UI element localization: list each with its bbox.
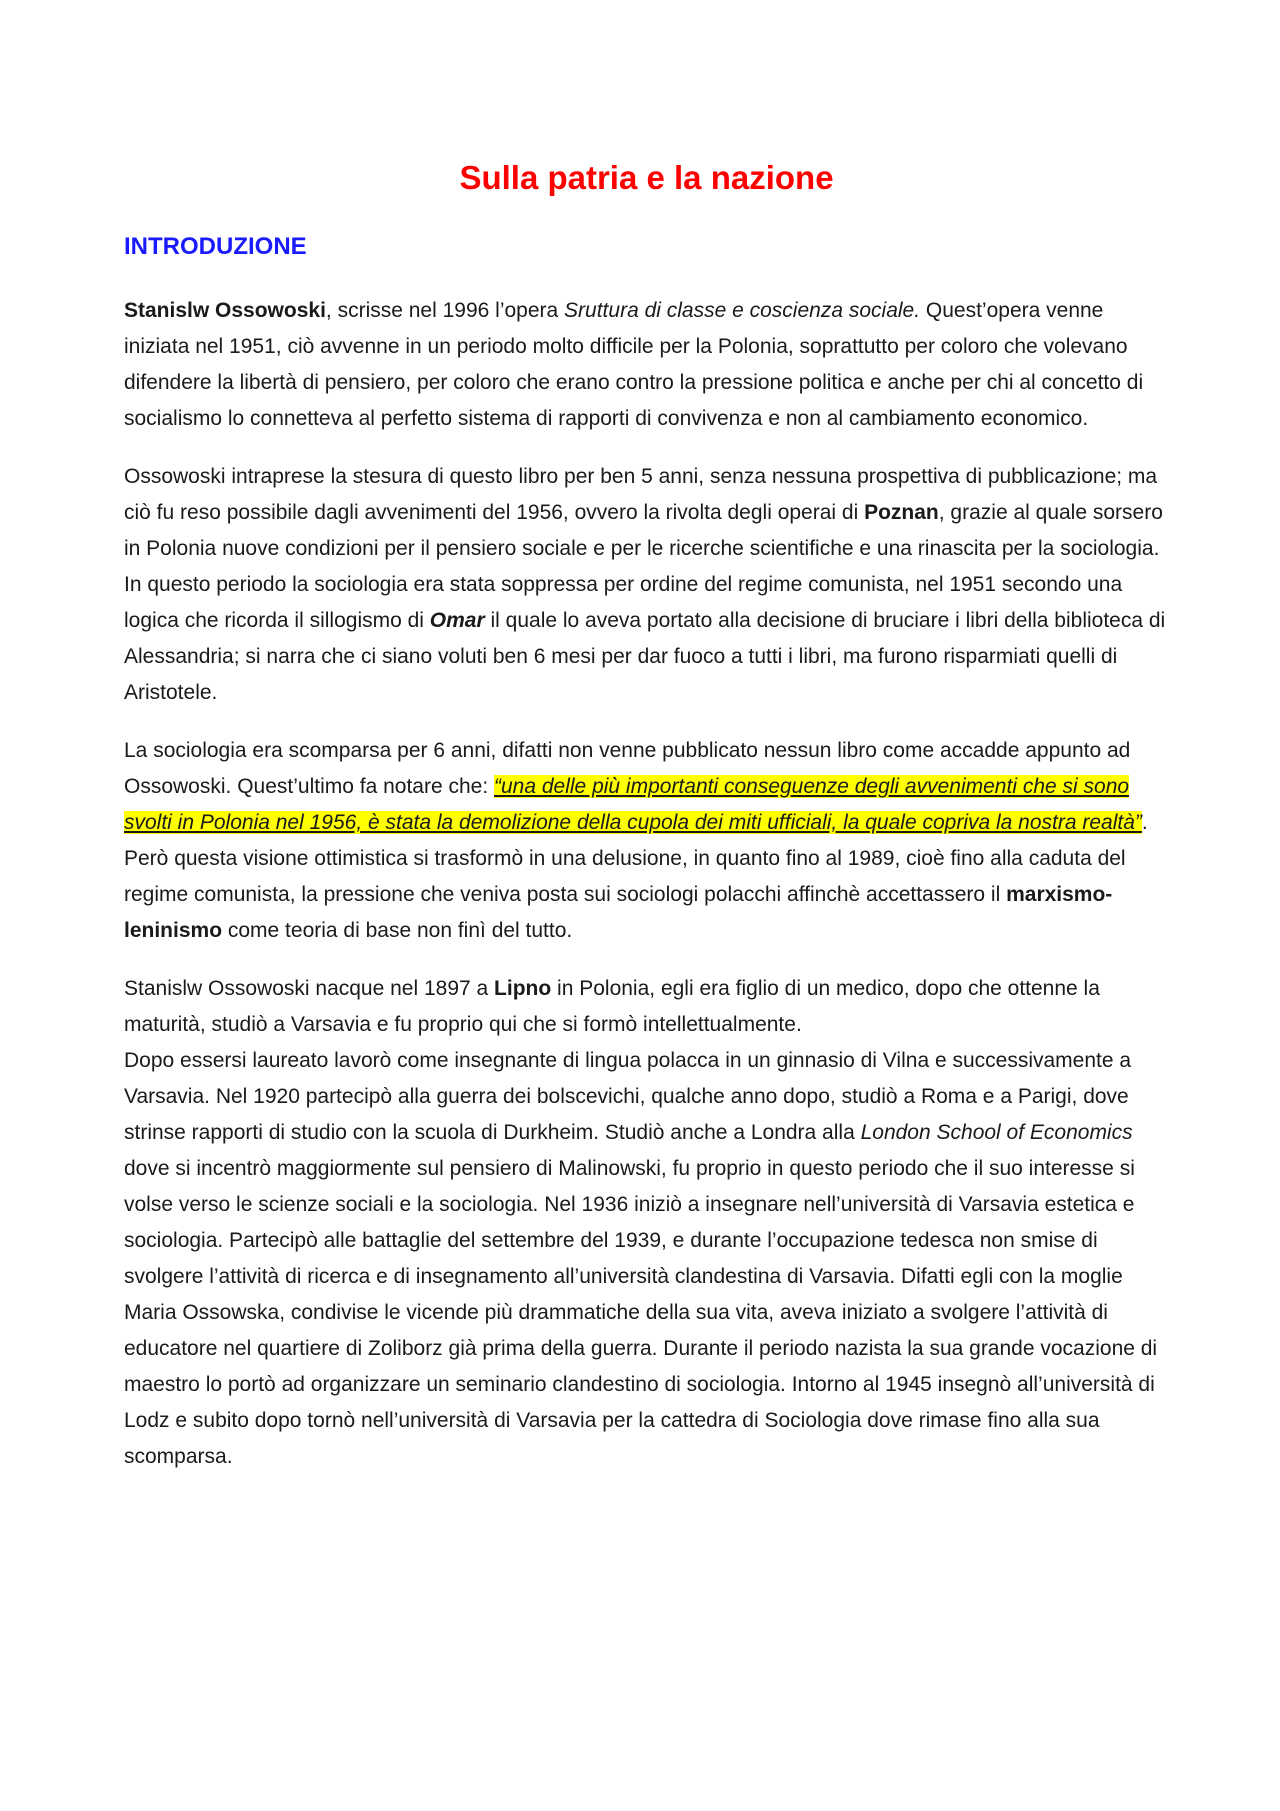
paragraph-4 [124, 733, 1169, 949]
text-span: dove si incentrò maggiormente sul pensiero di Malinowski, fu proprio in questo periodo che il suo interesse si volse verso le scienze sociali e la sociologia. Nel 1936 iniziò a insegnare nell’università di Varsavia estetica e sociologia. Partecipò alle battaglie del settembre del 1939, e durante l’occupazione tedesca non smise di svolgere l’attività di ricerca e di insegnamento all’università clandestina di Varsavia. Difatti egli con la moglie Maria Ossowska, condivise le vicende più drammatiche della sua vita, aveva iniziato a svolgere l’attività di educatore nel quartiere di Zoliborz già prima della guerra. Durante il periodo nazista la sua grande vocazione di maestro lo portò ad organizzare un seminario clandestino di sociologia. Intorno al 1945 insegnò all’università di Lodz e subito dopo tornò nell’università di Varsavia per la cattedra di Sociologia dove rimase fino alla sua scomparsa. [124, 1157, 1158, 1468]
text-span: come teoria di base non finì del tutto. [222, 919, 573, 942]
work-title: Sruttura di classe e coscienza sociale. [564, 299, 921, 322]
document-body [124, 293, 1169, 1497]
doctrine-name: marxismo-leninismo [124, 883, 1113, 942]
paragraph-1 [124, 293, 1169, 437]
text-span: Dopo essersi laureato lavorò come insegnante di lingua polacca in un ginnasio di Vilna e successivamente a Varsavia. Nel 1920 partecipò alla guerra dei bolscevichi, qualche anno dopo, studiò a Roma e a Parigi, dove strinse rapporti di studio con la scuola di Durkheim. Studiò anche a Londra alla [124, 1049, 1132, 1144]
text-span: Stanislw Ossowoski nacque nel 1897 a [124, 977, 495, 1000]
paragraph-5 [124, 971, 1169, 1043]
paragraph-6 [124, 1043, 1169, 1475]
text-span: . Però questa visione ottimistica si trasformò in una delusione, in quanto fino al 1989, cioè fino alla caduta del regime comunista, la pressione che veniva posta sui sociologi polacchi affinchè accettassero il [124, 811, 1148, 906]
text-span: In questo periodo la sociologia era stata soppressa per ordine del regime comunista, nel 1951 secondo una logica che ricorda il sillogismo di [124, 573, 1123, 632]
city-name: Poznan [864, 501, 939, 524]
author-name: Stanislw Ossowoski [124, 299, 326, 322]
text-span: in Polonia, egli era figlio di un medico, dopo che ottenne la maturità, studiò a Varsavia e fu proprio qui che si formò intellettualmente. [124, 977, 1100, 1036]
school-name: London School of Economics [860, 1121, 1133, 1144]
text-span: il quale lo aveva portato alla decisione di bruciare i libri della biblioteca di Alessandria; si narra che ci siano voluti ben 6 mesi per dar fuoco a tutti i libri, ma furono risparmiati quelli di Aristotele. [124, 609, 1166, 704]
text-span: , scrisse nel 1996 l’opera [325, 299, 565, 322]
paragraph-2 [124, 459, 1169, 567]
text-span: Ossowoski intraprese la stesura di questo libro per ben 5 anni, senza nessuna prospettiva di pubblicazione; ma ciò fu reso possibile dagli avvenimenti del 1956, ovvero la rivolta degli operai di [124, 465, 1158, 524]
page-title: Sulla patria e la nazione [459, 159, 834, 196]
omar-name: Omar [429, 609, 485, 632]
text-span: La sociologia era scomparsa per 6 anni, difatti non venne pubblicato nessun libro come accadde appunto ad Ossowoski. Quest’ultimo fa notare che: [124, 739, 1131, 798]
paragraph-3 [124, 567, 1169, 711]
text-span: Quest’opera venne iniziata nel 1951, ciò avvenne in un periodo molto difficile per la Polonia, soprattutto per coloro che volevano difendere la libertà di pensiero, per coloro che erano contro la pressione politica e anche per chi al concetto di socialismo lo connetteva al perfetto sistema di rapporti di convivenza e non al cambiamento economico. [124, 299, 1144, 430]
highlighted-quote: “una delle più importanti conseguenze degli avvenimenti che si sono svolti in Polonia nel 1956, è stata la demolizione della cupola dei miti ufficiali, la quale copriva la nostra realtà” [124, 775, 1142, 834]
text-span: , grazie al quale sorsero in Polonia nuove condizioni per il pensiero sociale e per le ricerche scientifiche e una rinascita per la sociologia. [124, 501, 1163, 560]
section-heading: INTRODUZIONE [124, 233, 307, 260]
town-name: Lipno [494, 977, 552, 1000]
